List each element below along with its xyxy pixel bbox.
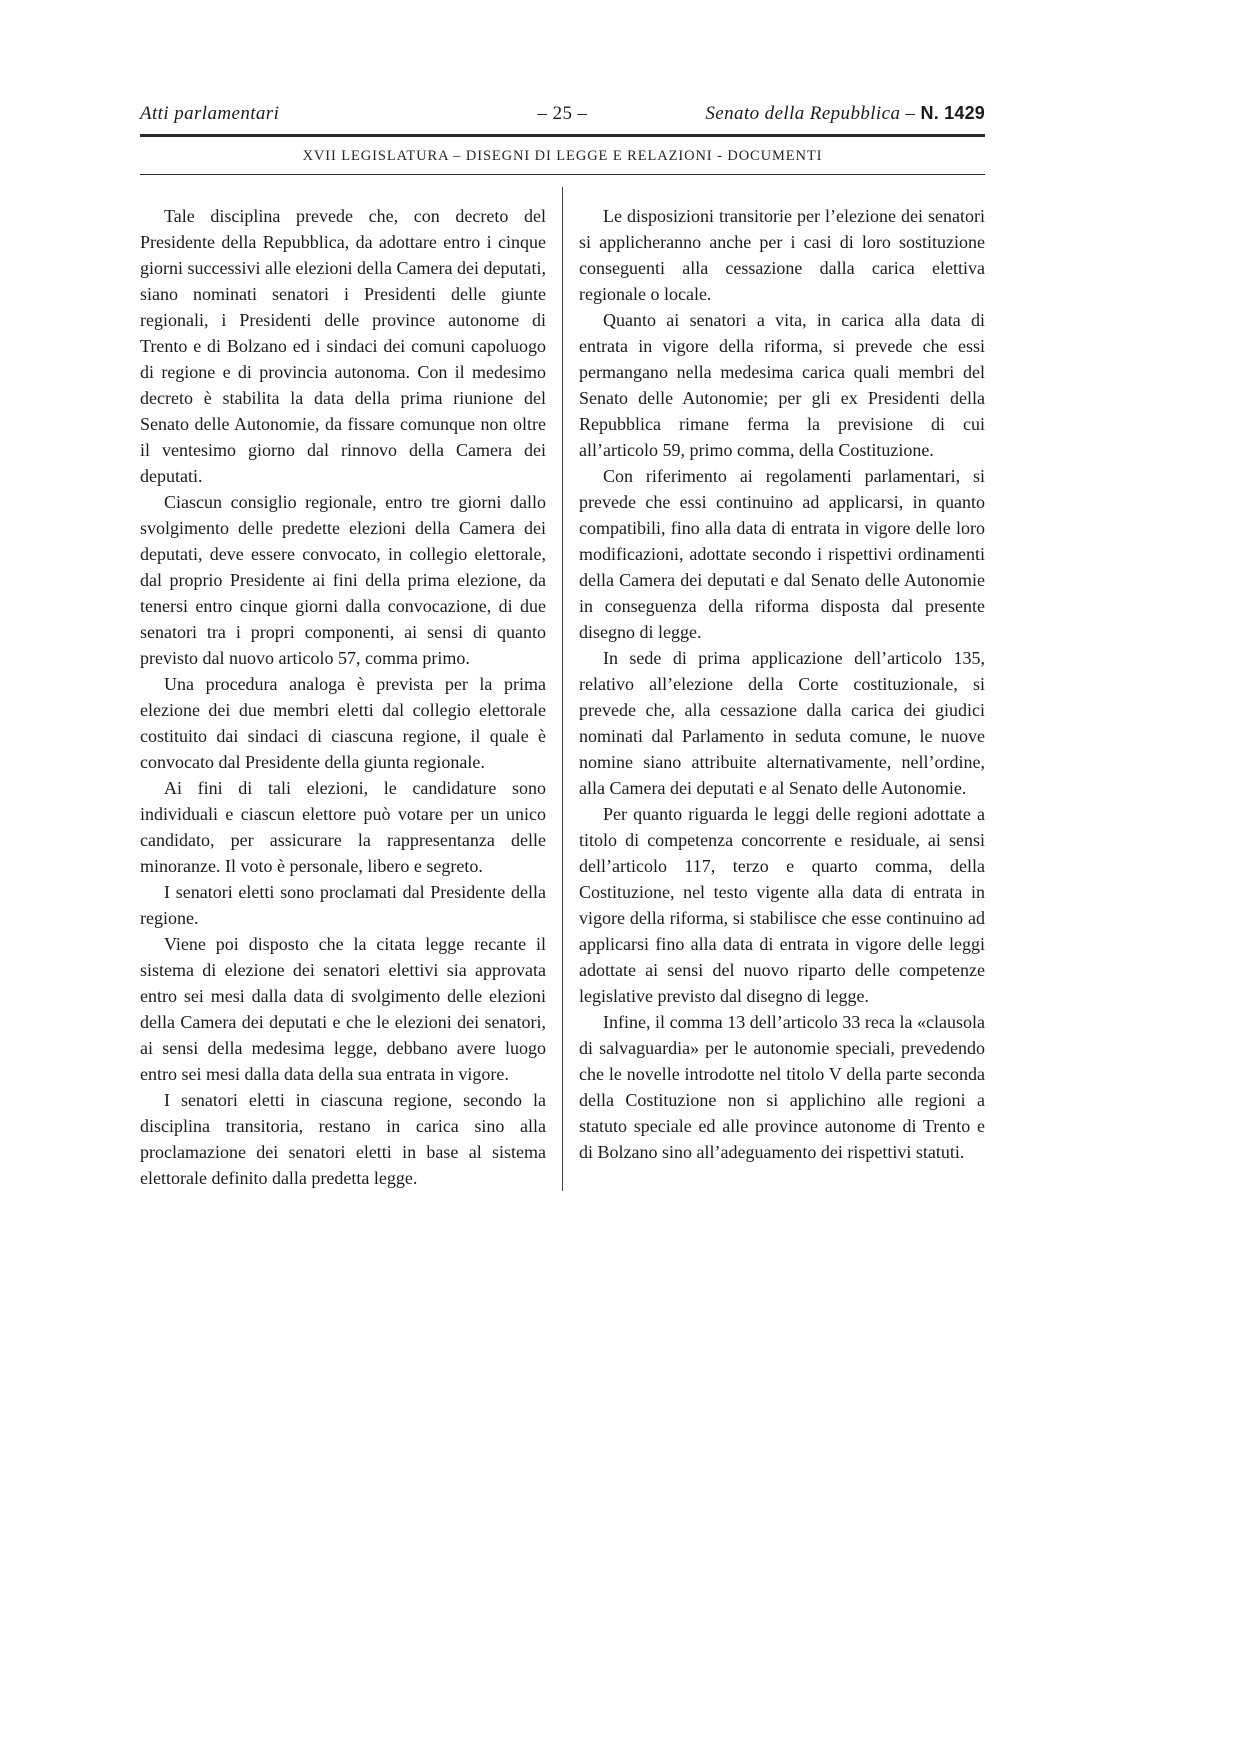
document-body — [140, 187, 985, 1191]
paragraph: I senatori eletti in ciascuna regione, secondo la disciplina transitoria, restano in carica sino alla proclamazione dei senatori eletti in base al sistema elettorale definito dalla predetta legge. — [140, 1090, 546, 1188]
right-column — [579, 187, 985, 1191]
legislature-caption: XVII LEGISLATURA – DISEGNI DI LEGGE E RELAZIONI - DOCUMENTI — [302, 148, 823, 164]
paragraph: Tale disciplina prevede che, con decreto del Presidente della Repubblica, da adottare entro i cinque giorni successivi alle elezioni della Camera dei deputati, siano nominati senatori i Presidenti delle giunte regionali, i Presidenti delle province autonome di Trento e di Bolzano ed i sindaci dei comuni capoluogo di regione e di provincia autonoma. Con il medesimo decreto è stabilita la data della prima riunione del Senato delle Autonomie, da fissare comunque non oltre il ventesimo giorno dal rinnovo della Camera dei deputati. — [140, 206, 546, 486]
paragraph: Quanto ai senatori a vita, in carica alla data di entrata in vigore della riforma, si prevede che essi permangano nella medesima carica quali membri del Senato delle Autonomie; per gli ex Presidenti della Repubblica rimane ferma la previsione di cui all’articolo 59, primo comma, della Costituzione. — [579, 310, 985, 460]
header-doc-number: N. 1429 — [920, 103, 985, 123]
paragraph: Una procedura analoga è prevista per la prima elezione dei due membri eletti dal collegio elettorale costituito dai sindaci di ciascuna regione, il quale è convocato dal Presidente della giunta regionale. — [140, 674, 546, 772]
left-column — [140, 187, 546, 1191]
paragraph: Con riferimento ai regolamenti parlamentari, si prevede che essi continuino ad applicarsi, in quanto compatibili, fino alla data di entrata in vigore delle loro modificazioni, adottate secondo i rispettivi ordinamenti della Camera dei deputati e dal Senato delle Autonomie in conseguenza della riforma disposta dal presente disegno di legge. — [579, 466, 985, 642]
paragraph: Per quanto riguarda le leggi delle regioni adottate a titolo di competenza concorrente e residuale, ai sensi dell’articolo 117, terzo e quarto comma, della Costituzione, nel testo vigente alla data di entrata in vigore della riforma, si stabilisce che esse continuino ad applicarsi fino alla data di entrata in vigore delle leggi adottate ai sensi del nuovo riparto delle competenze legislative previsto dal disegno di legge. — [579, 804, 985, 1006]
header-right — [705, 103, 985, 125]
header-chamber-title: Senato della Repubblica – — [705, 103, 916, 124]
header-journal-title: Atti parlamentari — [140, 103, 280, 124]
column-divider — [562, 187, 563, 1191]
caption-rule — [140, 174, 985, 175]
header-page-number: – 25 – — [537, 103, 588, 124]
paragraph: Viene poi disposto che la citata legge recante il sistema di elezione dei senatori elettivi sia approvata entro sei mesi dalla data di svolgimento delle elezioni della Camera dei deputati e che le elezioni dei senatori, ai sensi della medesima legge, debbano avere luogo entro sei mesi dalla data della sua entrata in vigore. — [140, 934, 546, 1084]
paragraph: Le disposizioni transitorie per l’elezione dei senatori si applicheranno anche per i casi di loro sostituzione conseguenti alla cessazione dalla carica elettiva regionale o locale. — [579, 206, 985, 304]
paragraph: I senatori eletti sono proclamati dal Presidente della regione. — [140, 882, 546, 928]
paragraph: Ai fini di tali elezioni, le candidature sono individuali e ciascun elettore può votare per un unico candidato, per assicurare la rappresentanza delle minoranze. Il voto è personale, libero e segreto. — [140, 778, 546, 876]
page-header — [140, 103, 985, 125]
header-rule — [140, 134, 985, 137]
paragraph: Ciascun consiglio regionale, entro tre giorni dallo svolgimento delle predette elezioni della Camera dei deputati, deve essere convocato, in collegio elettorale, dal proprio Presidente ai fini della prima elezione, da tenersi entro cinque giorni dalla convocazione, di due senatori tra i propri componenti, ai sensi di quanto previsto dal nuovo articolo 57, comma primo. — [140, 492, 546, 668]
paragraph: In sede di prima applicazione dell’articolo 135, relativo all’elezione della Corte costituzionale, si prevede che, alla cessazione dalla carica dei giudici nominati dal Parlamento in seduta comune, le nuove nomine siano attribuite alternativamente, nell’ordine, alla Camera dei deputati e al Senato delle Autonomie. — [579, 648, 985, 798]
page-content — [140, 103, 985, 1191]
paragraph: Infine, il comma 13 dell’articolo 33 reca la «clausola di salvaguardia» per le autonomie speciali, prevedendo che le novelle introdotte nel titolo V della parte seconda della Costituzione non si applichino alle regioni a statuto speciale ed alle province autonome di Trento e di Bolzano sino all’adeguamento dei rispettivi statuti. — [579, 1012, 985, 1162]
